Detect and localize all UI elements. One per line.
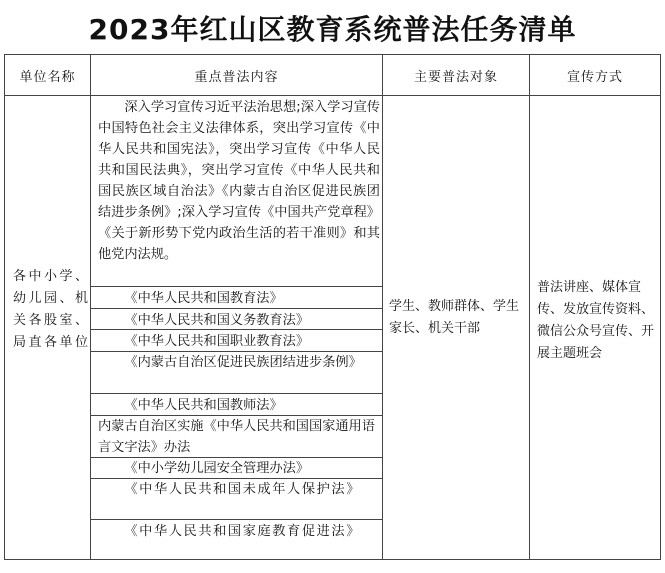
law-item: 《中华人民共和国教师法》 xyxy=(124,398,283,413)
law-item: 《内蒙古自治区促进民族团结进步条例》 xyxy=(124,355,362,370)
law-item: 《中华人民共和国教育法》 xyxy=(124,291,283,306)
law-item: 《中华人民共和国家庭教育促进法》 xyxy=(124,524,361,539)
page-title: 2023年红山区教育系统普法任务清单 xyxy=(88,13,577,46)
header-audience: 主要普法对象 xyxy=(413,69,498,85)
law-item: 《中小学幼儿园安全管理办法》 xyxy=(124,461,310,476)
law-item: 内蒙古自治区实施《中华人民共和国国家通用语言文字法》办法 xyxy=(98,419,375,455)
row-divider xyxy=(90,519,382,520)
law-item: 《中华人民共和国职业教育法》 xyxy=(124,334,310,349)
column-divider xyxy=(90,55,91,559)
audience-cell: 学生、教师群体、学生家长、机关干部 xyxy=(389,299,520,336)
header-divider xyxy=(5,95,660,96)
method-cell: 普法讲座、媒体宣传、发放宣传资料、微信公众号宣传、开展主题班会 xyxy=(537,280,655,361)
row-divider xyxy=(90,286,382,287)
unit-cell: 各中小学、幼儿园、机关各股室、局直各单位 xyxy=(13,269,88,350)
header-unit: 单位名称 xyxy=(19,69,76,85)
law-item: 《中华人民共和国义务教育法》 xyxy=(124,313,310,328)
column-divider xyxy=(529,55,530,559)
row-divider xyxy=(90,393,382,394)
header-content: 重点普法内容 xyxy=(194,69,279,85)
main-content-paragraph: 深入学习宣传习近平法治思想;深入学习宣传中国特色社会主义法律体系，突出学习宣传《中华人民共和国宪法》，突出学习宣传《中华人民共和国民法典》，突出学习宣传《中华人民共和国民族区域自治法》《内蒙古自治区促进民族团结进步条例》;深入学习宣传《中国共产党章程》《关于新形势下党内政治生活的若干准则》和其他党内法规。 xyxy=(98,100,380,262)
law-item: 《中华人民共和国未成年人保护法》 xyxy=(124,482,361,497)
header-method: 宣传方式 xyxy=(566,69,623,85)
task-table xyxy=(4,54,661,560)
column-divider xyxy=(382,55,383,559)
